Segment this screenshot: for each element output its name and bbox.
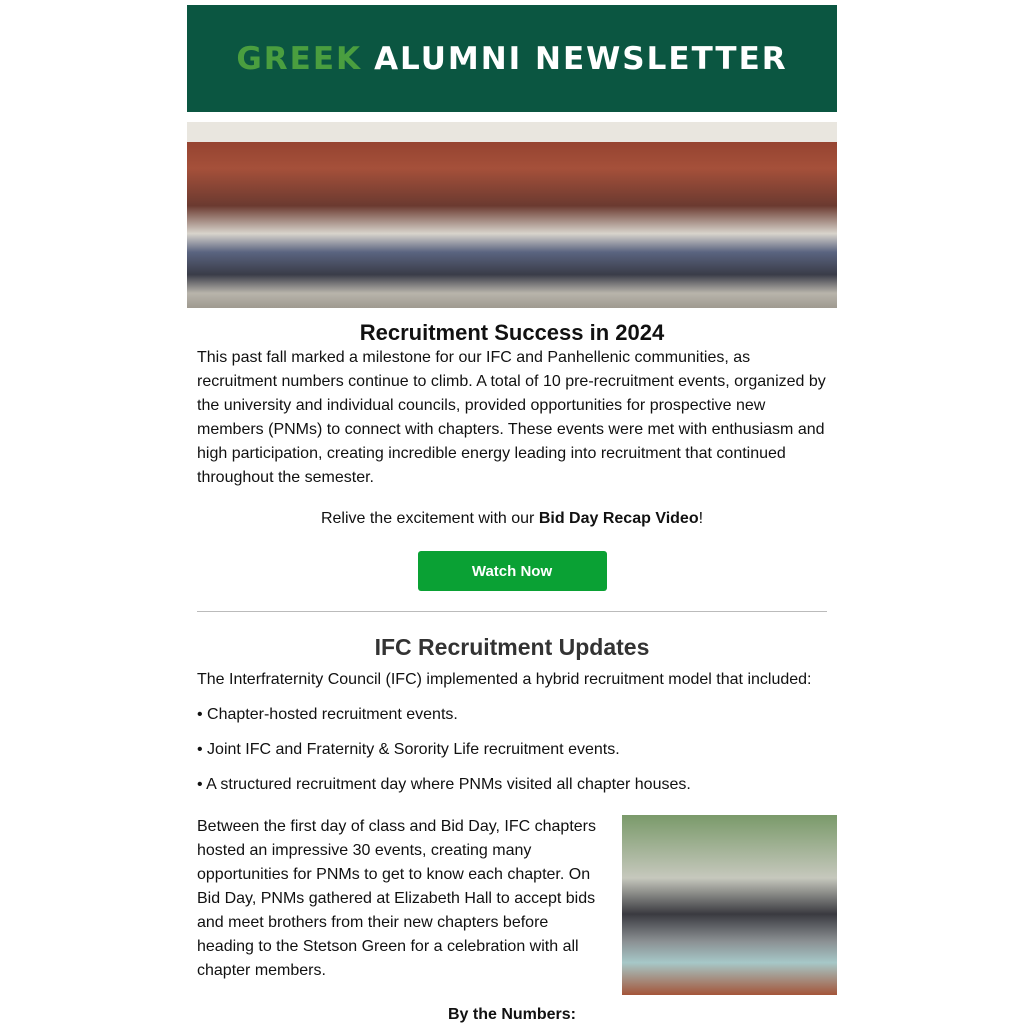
cta-link-text: Bid Day Recap Video (538, 510, 699, 527)
cta-text (187, 507, 837, 531)
bullet-item: • Joint IFC and Fraternity & Sorority Life recruitment events. (197, 741, 620, 758)
article-title: Recruitment Success in 2024 (359, 320, 665, 345)
header-title-accent: GREEK (236, 40, 363, 77)
ifc-group-photo (622, 815, 837, 995)
cta-prefix: Relive the excitement with our (320, 510, 539, 527)
ifc-details (187, 815, 837, 995)
group-photo (187, 122, 837, 308)
cta-suffix: ! (698, 510, 704, 527)
bullet-item: • Chapter-hosted recruitment events. (197, 706, 458, 723)
bullet-item: • A structured recruitment day where PNMs visited all chapter houses. (197, 776, 691, 793)
section-intro: The Interfraternity Council (IFC) implemented a hybrid recruitment model that included: (197, 671, 812, 688)
numbers-heading: By the Numbers: (447, 1006, 577, 1023)
newsletter-header (187, 5, 837, 112)
divider (197, 611, 827, 612)
article-body: This past fall marked a milestone for our IFC and Panhellenic communities, as recruitment numbers continue to climb. A total of 10 pre-recruitment events, organized by the university and individual councils, provided opportunities for prospective new members (PNMs) to connect with chapters. These events were met with enthusiasm and high participation, creating incredible energy leading into recruitment that continued throughout the semester. (197, 349, 826, 486)
ifc-body: Between the first day of class and Bid Day, IFC chapters hosted an impressive 30 events, creating many opportunities for PNMs to get to know each chapter. On Bid Day, PNMs gathered at Elizabeth Hall to accept bids and meet brothers from their new chapters before heading to the Stetson Green for a celebration with all chapter members. (197, 818, 596, 979)
section-title: IFC Recruitment Updates (374, 634, 650, 660)
header-title: ALUMNI NEWSLETTER (374, 40, 788, 77)
watch-now-button[interactable]: Watch Now (418, 551, 607, 591)
newsletter (187, 5, 837, 1027)
